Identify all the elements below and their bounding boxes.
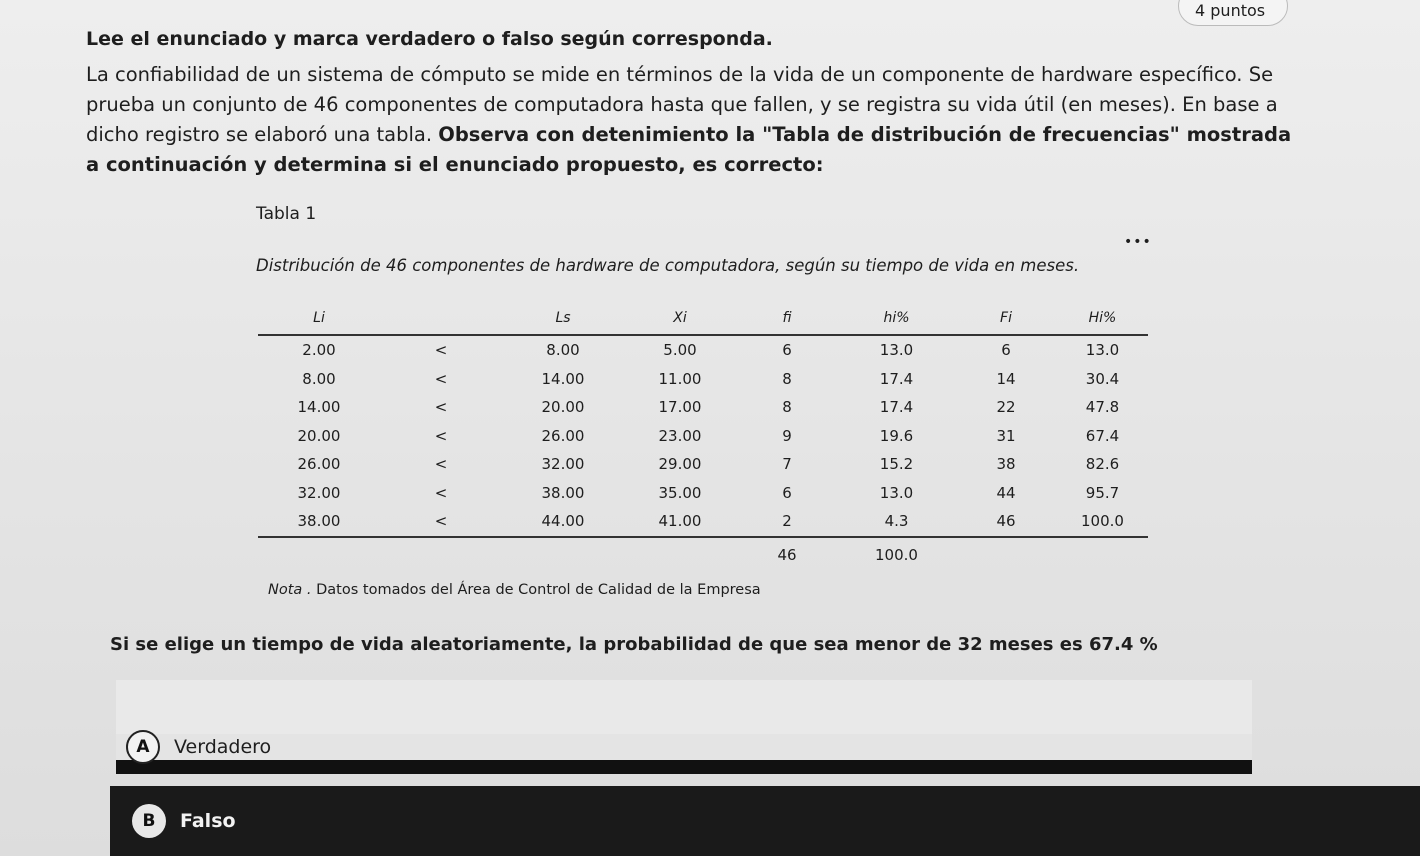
table-cell: 19.6 <box>879 426 914 445</box>
table-cell: 41.00 <box>624 507 736 537</box>
table-cell: 46 <box>955 507 1057 537</box>
table-note <box>268 582 761 598</box>
table-row <box>258 393 1148 422</box>
table-cell: 29.00 <box>658 455 702 474</box>
header-cell: hi% <box>838 302 955 335</box>
header-cell: Xi <box>624 302 736 335</box>
table-cell: 26.00 <box>297 455 341 474</box>
frequency-table <box>258 302 1148 572</box>
question-instruction: Lee el enunciado y marca verdadero o falso según corresponda. <box>86 28 773 50</box>
table-row <box>258 365 1148 394</box>
header-cell: fi <box>736 302 838 335</box>
table-cell: 8 <box>782 398 792 417</box>
table-cell: 7 <box>782 455 792 474</box>
table-cell: 47.8 <box>1085 398 1120 417</box>
table-total-row <box>258 537 1148 572</box>
table-cell: < <box>434 426 448 445</box>
table-cell <box>955 537 1057 572</box>
table-cell: 100.0 <box>1057 507 1148 537</box>
option-b-label: Falso <box>180 810 236 832</box>
table-row <box>258 507 1148 537</box>
table-cell <box>258 537 380 572</box>
table-row <box>258 479 1148 508</box>
table-cell: 8 <box>782 369 792 388</box>
table-cell: 9 <box>782 426 792 445</box>
table-cell: 26.00 <box>541 426 585 445</box>
table-cell: 38.00 <box>258 507 380 537</box>
table-cell: 32.00 <box>297 483 341 502</box>
table-cell: < <box>434 369 448 388</box>
option-verdadero[interactable] <box>116 734 1252 774</box>
more-options-icon[interactable]: ••• <box>1124 234 1152 250</box>
header-cell: Fi <box>955 302 1057 335</box>
table-cell: 20.00 <box>541 398 585 417</box>
table-cell: 14.00 <box>297 398 341 417</box>
table-cell: 30.4 <box>1085 369 1120 388</box>
note-text: Datos tomados del Área de Control de Calidad de la Empresa <box>311 582 761 598</box>
table-cell: 14 <box>996 369 1016 388</box>
table-cell: 8.00 <box>546 341 580 360</box>
option-falso[interactable] <box>110 786 1420 856</box>
header-cell: Hi% <box>1057 302 1148 335</box>
table-header-row <box>258 302 1148 335</box>
question-statement: Si se elige un tiempo de vida aleatoriamente, la probabilidad de que sea menor de 32 meses es 67.4 % <box>110 634 1158 655</box>
header-cell: Ls <box>502 302 624 335</box>
header-cell: Li <box>258 302 380 335</box>
table-cell: 2.00 <box>302 341 336 360</box>
table-cell: 32.00 <box>541 455 585 474</box>
table-cell: 14.00 <box>541 369 585 388</box>
points-badge: 4 puntos <box>1178 0 1288 26</box>
table-cell: 17.4 <box>879 398 914 417</box>
table-cell: 17.4 <box>879 369 914 388</box>
table-cell: < <box>434 483 448 502</box>
table-cell: < <box>434 455 448 474</box>
table-cell: 13.0 <box>1085 341 1120 360</box>
table-cell: 5.00 <box>663 341 697 360</box>
table-cell <box>1057 537 1148 572</box>
table-row <box>258 422 1148 451</box>
table-cell: 23.00 <box>658 426 702 445</box>
table-cell: 38.00 <box>541 483 585 502</box>
option-b-letter: B <box>132 804 166 838</box>
table-cell: 31 <box>996 426 1016 445</box>
table-cell: 6 <box>782 341 792 360</box>
table-caption: Tabla 1 <box>256 204 317 224</box>
table-cell: 13.0 <box>879 341 914 360</box>
paragraph-bold-text: Observa con detenimiento la "Tabla de distribución de frecuencias" mostrada a continuación y determina si el enunciado propuesto, es correcto: <box>86 123 1292 176</box>
paragraph-text: La confiabilidad de un sistema de cómputo se mide en términos de la vida de un componente de hardware específico. Se prueba un conjunto de 46 componentes de computadora hasta que fallen, y se registra su vida útil (en meses). En base a dicho registro se elaboró una tabla. <box>86 63 1278 146</box>
table-cell: 44.00 <box>502 507 624 537</box>
total-hi: 100.0 <box>875 545 918 564</box>
table-cell: < <box>380 507 502 537</box>
table-row <box>258 335 1148 365</box>
table-cell <box>502 537 624 572</box>
header-cell <box>380 302 502 335</box>
table-cell: 17.00 <box>658 398 702 417</box>
table-cell: 95.7 <box>1085 483 1120 502</box>
table-cell: < <box>434 398 448 417</box>
note-label: Nota . <box>268 582 312 598</box>
table-cell: 2 <box>736 507 838 537</box>
total-fi: 46 <box>777 545 797 564</box>
option-a-letter: A <box>126 730 160 764</box>
table-cell: 11.00 <box>658 369 702 388</box>
table-cell <box>624 537 736 572</box>
table-cell: 67.4 <box>1085 426 1120 445</box>
table-cell: 6 <box>1001 341 1011 360</box>
answer-area <box>116 680 1252 736</box>
table-cell: 82.6 <box>1085 455 1120 474</box>
table-cell: 38 <box>996 455 1016 474</box>
table-title: Distribución de 46 componentes de hardware de computadora, según su tiempo de vida en meses. <box>256 256 1080 275</box>
option-a-label: Verdadero <box>174 736 272 758</box>
table-cell: 13.0 <box>879 483 914 502</box>
table-row <box>258 450 1148 479</box>
table-cell: 6 <box>782 483 792 502</box>
table-cell: 35.00 <box>658 483 702 502</box>
table-cell <box>380 537 502 572</box>
table-cell: 4.3 <box>838 507 955 537</box>
question-paragraph <box>86 60 1306 180</box>
table-cell: 8.00 <box>302 369 336 388</box>
table-cell: 15.2 <box>879 455 914 474</box>
table-cell: 44 <box>996 483 1016 502</box>
table-cell: < <box>434 341 448 360</box>
table-cell: 20.00 <box>297 426 341 445</box>
table-cell: 22 <box>996 398 1016 417</box>
